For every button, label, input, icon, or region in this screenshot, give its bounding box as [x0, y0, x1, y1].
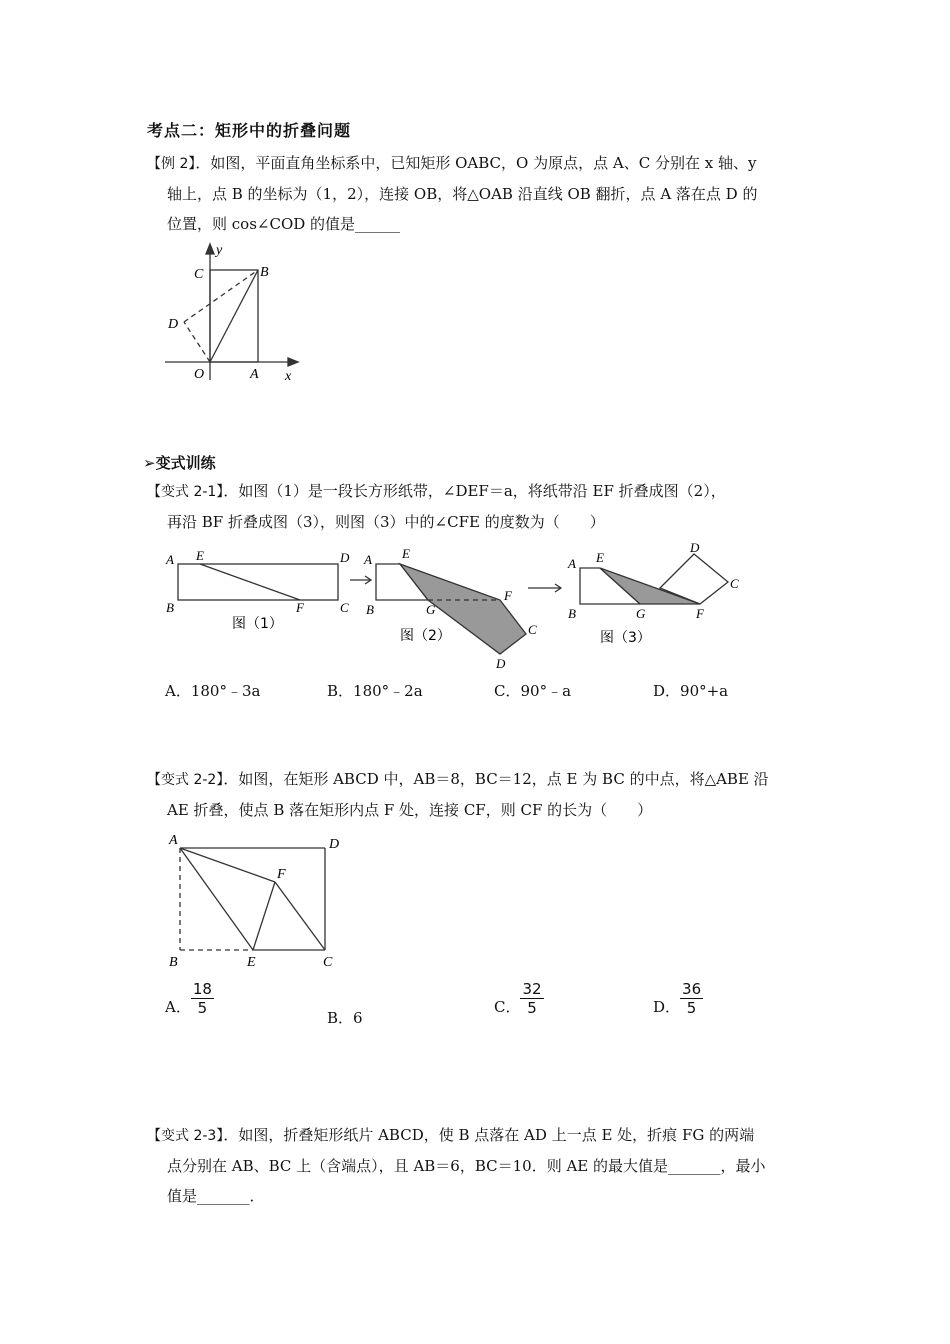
svg-text:B: B — [169, 955, 178, 970]
svg-text:B: B — [366, 602, 374, 617]
option-d-letter: D． — [653, 998, 681, 1016]
option-d-num: 36 — [682, 980, 702, 998]
fig-caption-2: 图（2） — [400, 628, 451, 644]
svg-text:E: E — [247, 955, 256, 970]
variant-2-3 — [147, 1120, 817, 1211]
variant-2-1 — [147, 476, 817, 537]
section-title: 考点二：矩形中的折叠问题 — [147, 121, 352, 140]
variant-2-3-line-3: 值是_______． — [167, 1187, 265, 1205]
example-2-figure — [160, 240, 310, 390]
svg-text:D: D — [690, 540, 700, 555]
fig1-label-B: B — [260, 265, 269, 280]
svg-text:C: C — [730, 576, 739, 591]
option-a-num: 18 — [192, 980, 212, 998]
example-2 — [147, 148, 817, 239]
fig1-label-C: C — [194, 267, 204, 282]
option-a-fraction — [191, 980, 214, 1017]
svg-text:F: F — [277, 867, 286, 882]
option-a-letter: A． — [165, 998, 191, 1016]
option-a-den: 5 — [197, 999, 208, 1017]
variant-2-1-line-1: ．如图（1）是一段长方形纸带，∠DEF＝a，将纸带沿 EF 折叠成图（2）， — [223, 482, 726, 500]
svg-text:G: G — [426, 602, 436, 617]
variant-2-1-figures — [160, 538, 760, 673]
fig1-label-O: O — [194, 367, 205, 382]
example-2-line-3: 位置，则 cos∠COD 的值是______ — [167, 215, 401, 233]
variant-2-3-line-2: 点分别在 AB、BC 上（含端点），且 AB＝6，BC＝10．则 AE 的最大值是_______，最小 — [167, 1157, 766, 1175]
variants-title: ➢变式训练 — [143, 454, 216, 472]
svg-text:C: C — [340, 600, 349, 615]
variant-2-2-figure — [165, 830, 355, 975]
variant-2-2-option-b: B．6 — [327, 1009, 363, 1027]
variant-2-2-option-c — [494, 980, 544, 1017]
option-c-den: 5 — [527, 999, 537, 1017]
fig1-label-x: x — [285, 369, 292, 384]
variant-2-1-option-b: B．180°﹣2a — [327, 682, 423, 700]
svg-text:D: D — [340, 550, 350, 565]
variant-2-3-line-1: ．如图，折叠矩形纸片 ABCD，使 B 点落在 AD 上一点 E 处，折痕 FG 的两端 — [223, 1126, 755, 1144]
variant-2-1-tag: 【变式 2-1】 — [147, 484, 224, 500]
svg-text:A: A — [364, 552, 372, 567]
svg-text:C: C — [528, 622, 537, 637]
variant-2-2-tag: 【变式 2-2】 — [147, 772, 224, 788]
svg-text:B: B — [568, 606, 576, 621]
variant-2-1-option-c: C．90°﹣a — [494, 682, 572, 700]
variant-2-2 — [147, 764, 817, 825]
svg-text:B: B — [166, 600, 174, 615]
fig1-label-A: A — [250, 367, 259, 382]
svg-text:F: F — [696, 606, 704, 621]
svg-text:A: A — [166, 552, 174, 567]
svg-text:F: F — [504, 588, 512, 603]
option-c-num: 32 — [522, 980, 542, 998]
variant-2-1-option-d: D．90°+a — [653, 682, 729, 700]
option-c-letter: C． — [494, 998, 521, 1016]
svg-text:E: E — [196, 548, 204, 563]
example-2-line-1: ．如图，平面直角坐标系中，已知矩形 OABC，O 为原点，点 A、C 分别在 x 轴、y — [195, 154, 757, 172]
variant-2-2-option-a — [165, 980, 214, 1017]
svg-text:D: D — [329, 837, 340, 852]
fig1-label-y: y — [216, 243, 223, 258]
svg-text:F: F — [296, 600, 304, 615]
option-d-fraction — [680, 980, 703, 1017]
fig-caption-1: 图（1） — [232, 616, 283, 632]
svg-text:C: C — [323, 955, 333, 970]
option-d-den: 5 — [686, 999, 697, 1017]
example-2-tag: 【例 2】 — [147, 156, 196, 172]
variant-2-2-option-d — [653, 980, 703, 1017]
variant-2-2-line-1: ．如图，在矩形 ABCD 中，AB＝8，BC＝12，点 E 为 BC 的中点，将△ABE 沿 — [223, 770, 769, 788]
option-c-fraction — [520, 980, 543, 1017]
svg-text:G: G — [636, 606, 646, 621]
fig1-label-D: D — [168, 317, 179, 332]
variant-2-3-tag: 【变式 2-3】 — [147, 1128, 224, 1144]
fig-caption-3: 图（3） — [600, 630, 651, 646]
variant-2-1-line-2: 再沿 BF 折叠成图（3），则图（3）中的∠CFE 的度数为（ ） — [167, 513, 605, 531]
svg-text:A: A — [568, 556, 576, 571]
variant-2-1-option-a: A．180°﹣3a — [165, 682, 261, 700]
example-2-line-2: 轴上，点 B 的坐标为（1，2），连接 OB，将△OAB 沿直线 OB 翻折，点 A 落在点 D 的 — [167, 185, 758, 203]
svg-text:A: A — [169, 833, 178, 848]
svg-text:E: E — [596, 550, 604, 565]
variant-2-2-line-2: AE 折叠，使点 B 落在矩形内点 F 处，连接 CF，则 CF 的长为（ ） — [167, 801, 653, 819]
svg-text:E: E — [402, 546, 410, 561]
svg-text:D: D — [496, 656, 506, 671]
